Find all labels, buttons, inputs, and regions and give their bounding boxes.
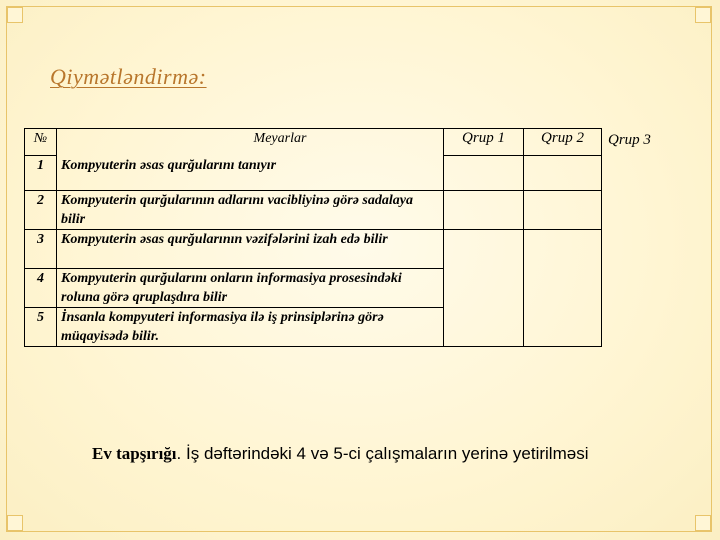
homework-text [92,444,588,464]
header-group3: Qrup 3 [608,132,651,148]
table-row [25,156,602,191]
row-criterion: Kompyuterin qurğularının adlarını vacibliyinə görə sadalaya bilir [57,191,444,230]
row-num: 4 [25,269,57,308]
group1-cell [444,156,524,191]
border-corner-bottom-left [7,515,23,531]
table-row [25,230,602,269]
slide-title: Qiymətləndirmə: [50,64,207,89]
header-criteria-label: Meyarlar [253,131,307,146]
evaluation-table [24,128,602,347]
group1-cell [444,191,524,230]
row-criterion: Kompyuterin qurğularını onların informasiya prosesindəki roluna görə qruplaşdıra bilir [57,269,444,308]
row-num: 1 [25,156,57,191]
row-criterion: Kompyuterin əsas qurğularını tanıyır [57,156,444,191]
header-group2: Qrup 2 [524,129,602,156]
group2-cell [524,191,602,230]
row-num: 2 [25,191,57,230]
row-num: 5 [25,308,57,347]
row-criterion: İnsanla kompyuteri informasiya ilə iş prinsiplərinə görə müqayisədə bilir. [57,308,444,347]
table-row [25,191,602,230]
border-corner-bottom-right [695,515,711,531]
group2-cell [524,230,602,347]
table-header-row [25,129,602,156]
header-num: № [25,129,57,156]
homework-description: . İş dəftərindəki 4 və 5-ci çalışmaların yerinə yetirilməsi [176,444,589,463]
group2-cell [524,156,602,191]
row-criterion: Kompyuterin əsas qurğularının vəzifələrini izah edə bilir [57,230,444,269]
border-corner-top-left [7,7,23,23]
header-group1: Qrup 1 [444,129,524,156]
group1-cell [444,230,524,347]
row-num: 3 [25,230,57,269]
border-corner-top-right [695,7,711,23]
homework-label: Ev tapşırığı [92,444,177,463]
header-criteria [57,129,444,156]
